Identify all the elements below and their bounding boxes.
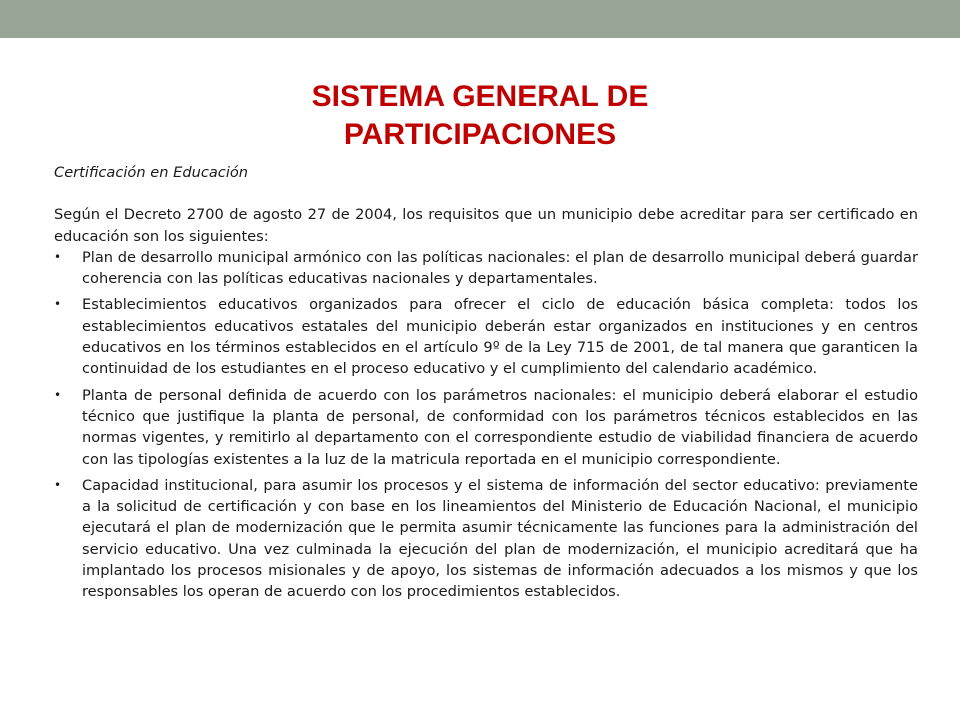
requirements-list (54, 247, 918, 603)
list-item (54, 385, 918, 470)
list-item-text: Plan de desarrollo municipal armónico con las políticas nacionales: el plan de desarrollo municipal deberá guardar coherencia con las políticas educativas nacionales y departamentales. (82, 248, 918, 288)
list-item (54, 294, 918, 379)
bullet-icon: • (54, 477, 62, 492)
section-subtitle: Certificación en Educación (54, 164, 249, 181)
intro-paragraph: Según el Decreto 2700 de agosto 27 de 2004, los requisitos que un municipio debe acreditar para ser certificado en educación son los siguientes: (54, 206, 918, 245)
top-accent-bar (0, 0, 960, 38)
slide-body (54, 162, 918, 608)
bullet-icon: • (54, 387, 62, 402)
list-item-text: Capacidad institucional, para asumir los procesos y el sistema de información del sector educativo: previamente a la solicitud de certificación y con base en los lineamientos del Ministerio de Educación Nacional, el municipio ejecutará el plan de modernización que le permita asumir técnicamente las funciones para la administración del servicio educativo. Una vez culminada la ejecución del plan de modernización, el municipio acreditará que ha implantado los procesos misionales y de apoyo, los sistemas de información adecuados a los mismos y que los responsables los operan de acuerdo con los procedimientos establecidos. (82, 476, 918, 601)
list-item-text: Planta de personal definida de acuerdo con los parámetros nacionales: el municipio deberá elaborar el estudio técnico que justifique la planta de personal, de conformidad con los parámetros técnicos establecidos en las normas vigentes, y remitirlo al departamento con el correspondiente estudio de viabilidad financiera de acuerdo con las tipologías existentes a la luz de la matricula reportada en el municipio correspondiente. (82, 386, 918, 468)
bullet-icon: • (54, 249, 62, 264)
list-item-text: Establecimientos educativos organizados para ofrecer el ciclo de educación básica completa: todos los establecimientos educativos estatales del municipio deberán estar organizados en instituciones y en centros educativos en los términos establecidos en el artículo 9º de la Ley 715 de 2001, de tal manera que garanticen la continuidad de los estudiantes en el proceso educativo y el cumplimiento del calendario académico. (82, 296, 918, 378)
list-item (54, 475, 918, 603)
list-item (54, 247, 918, 290)
bullet-icon: • (54, 297, 62, 312)
slide-title-line-1: SISTEMA GENERAL DE (311, 80, 649, 113)
slide-title (0, 78, 960, 154)
slide-title-line-2: PARTICIPACIONES (343, 118, 617, 151)
